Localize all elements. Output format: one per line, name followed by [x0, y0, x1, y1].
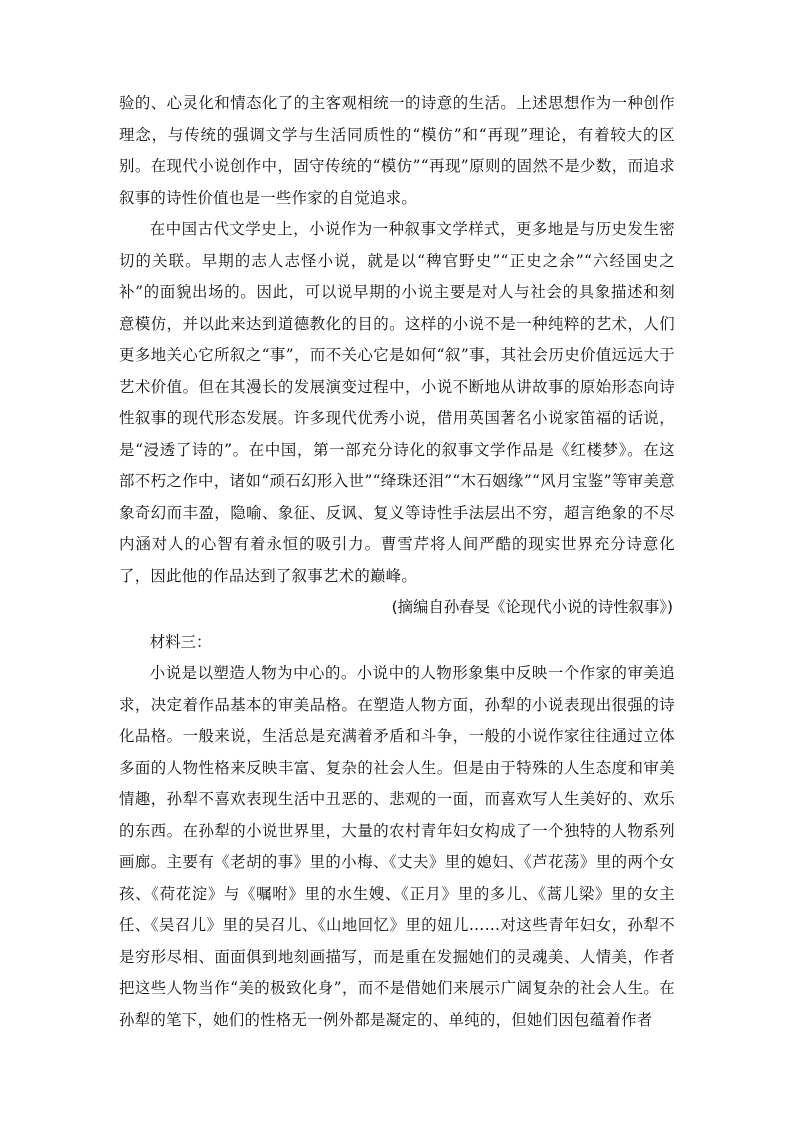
paragraph-ancient-fiction: 在中国古代文学史上，小说作为一种叙事文学样式，更多地是与历史发生密切的关联。早期的志人志怪小说，就是以“稗官野史”“正史之余”“六经国史之补”的面貌出场的。因此，可以说早期的小说主要是对人与社会的具象描述和刻意模仿，并以此来达到道德教化的目的。这样的小说不是一种纯粹的艺术，人们更多地关心它所叙之“事”，而不关心它是如何“叙”事，其社会历史价值远远大于艺术价值。但在其漫长的发展演变过程中，小说不断地从讲故事的原始形态向诗性叙事的现代形态发展。许多现代优秀小说，借用英国著名小说家笛福的话说，是“浸透了诗的”。在中国，第一部充分诗化的叙事文学作品是《红楼梦》。在这部不朽之作中，诸如“顽石幻形入世”“绛珠还泪”“木石姻缘”“风月宝鉴”等审美意象奇幻而丰盈，隐喻、象征、反讽、复义等诗性手法层出不穷，超言绝象的不尽内涵对人的心智有着永恒的吸引力。曹雪芹将人间严酷的现实世界充分诗意化了，因此他的作品达到了叙事艺术的巅峰。	[119, 220, 675, 585]
source-citation: (摘编自孙春旻《论现代小说的诗性叙事》)	[391, 598, 673, 616]
paragraph-sun-li: 小说是以塑造人物为中心的。小说中的人物形象集中反映一个作家的审美追求，决定着作品基本的审美品格。在塑造人物方面，孙犁的小说表现出很强的诗化品格。一般来说，生活总是充满着矛盾和斗争，一般的小说作家往往通过立体多面的人物性格来反映丰富、复杂的社会人生。但是由于特殊的人生态度和审美情趣，孙犁不喜欢表现生活中丑恶的、悲观的一面，而喜欢写人生美好的、欢乐的东西。在孙犁的小说世界里，大量的农村青年妇女构成了一个独特的人物系列画廊。主要有《老胡的事》里的小梅、《丈夫》里的媳妇、《芦花荡》里的两个女孩、《荷花淀》与《嘱咐》里的水生嫂、《正月》里的多儿、《蒿儿梁》里的女主任、《吴召儿》里的吴召儿、《山地回忆》里的妞儿……对这些青年妇女，孙犁不是穷形尽相、面面俱到地刻画描写，而是重在发掘她们的灵魂美、人情美，作者把这些人物当作“美的极致化身”，而不是借她们来展示广阔复杂的社会人生。在孙犁的笔下，她们的性格无一例外都是凝定的、单纯的，但她们因包蕴着作者	[119, 664, 675, 1029]
document-body	[119, 88, 675, 1036]
material-heading: 材料三：	[149, 632, 212, 651]
paragraph-continuation: 验的、心灵化和情态化了的主客观相统一的诗意的生活。上述思想作为一种创作理念，与传统的强调文学与生活同质性的“模仿”和“再现”理论，有着较大的区别。在现代小说创作中，固守传统的“模仿”“再现”原则的固然不是少数，而追求叙事的诗性价值也是一些作家的自觉追求。	[119, 94, 675, 207]
